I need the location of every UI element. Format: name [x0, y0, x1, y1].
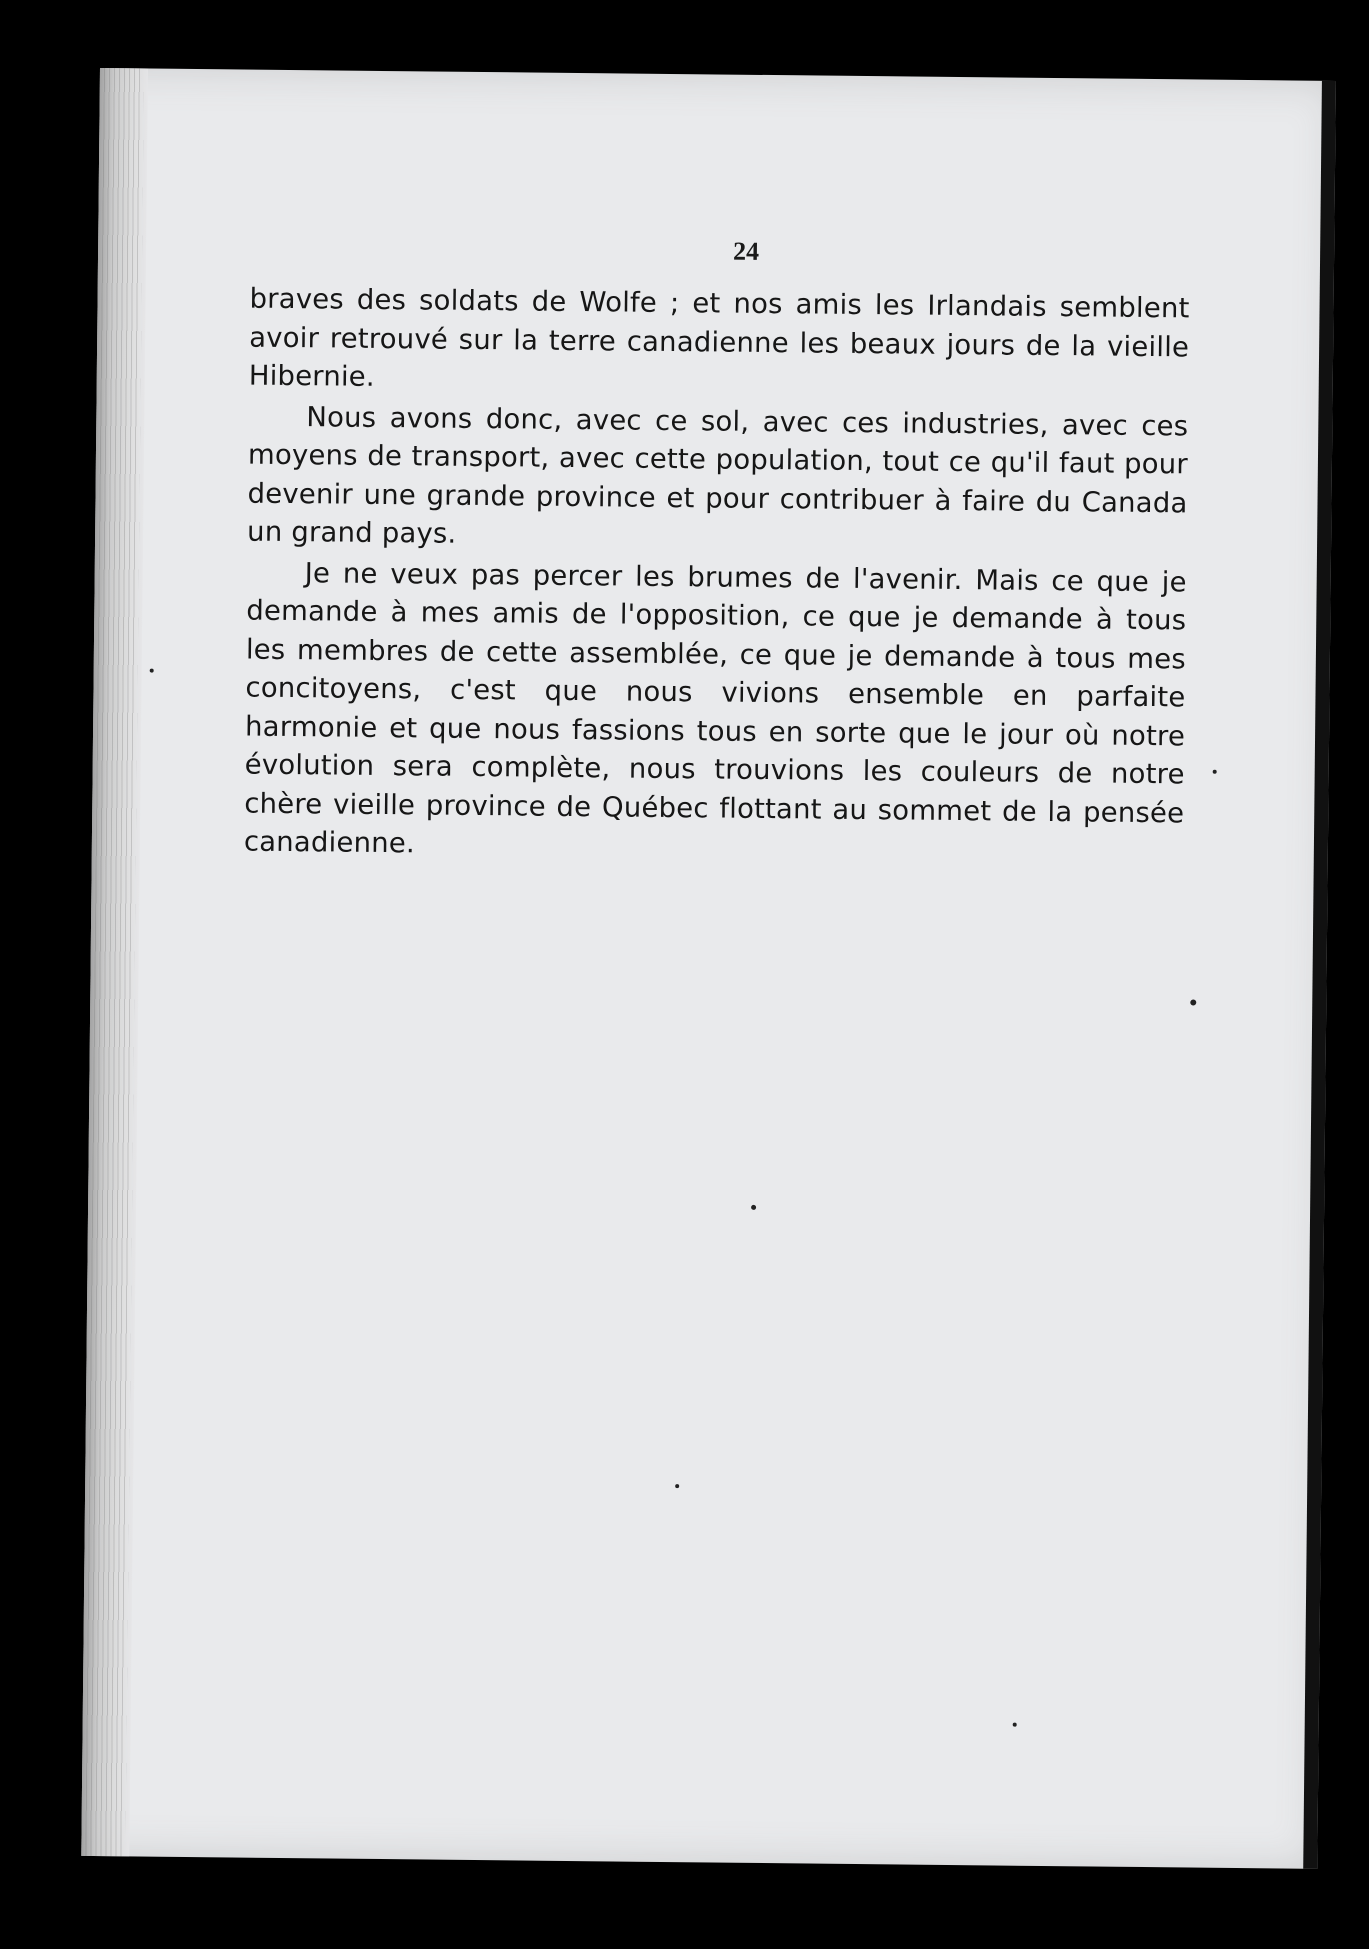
page-right-edge	[1303, 81, 1336, 1869]
scan-speck	[1190, 999, 1196, 1005]
scan-speck	[150, 669, 154, 673]
page-binding-shadow	[81, 68, 148, 1856]
scan-speck	[1013, 1723, 1017, 1727]
body-text	[244, 280, 1190, 873]
paragraph-continued: braves des soldats de Wolfe ; et nos amis les Irlandais semblent avoir retrouvé sur la terre canadienne les beaux jours de la vieille Hibernie.	[248, 282, 1190, 393]
scanned-page	[81, 68, 1336, 1869]
paragraph: Je ne veux pas percer les brumes de l'avenir. Mais ce que je demande à mes amis de l'opposition, ce que je demande à tous les membres de cette assemblée, ce que je demande à tous mes concitoyens, c'est que nous vivions ensemble en parfaite harmonie et que nous fassions tous en sorte que le jour où notre évolution sera complète, nous trouvions les couleurs de notre chère vieille province de Québec flottant au sommet de la pensée canadienne.	[243, 556, 1187, 860]
binding-texture	[85, 68, 144, 1856]
page-number: 24	[732, 236, 760, 266]
scan-speck	[675, 1484, 679, 1488]
scan-speck	[1213, 770, 1217, 774]
paragraph: Nous avons donc, avec ce sol, avec ces industries, avec ces moyens de transport, avec cette population, tout ce qu'il faut pour devenir une grande province et pour contribuer à faire du Canada un grand pays.	[246, 400, 1189, 550]
scan-speck	[751, 1205, 756, 1210]
